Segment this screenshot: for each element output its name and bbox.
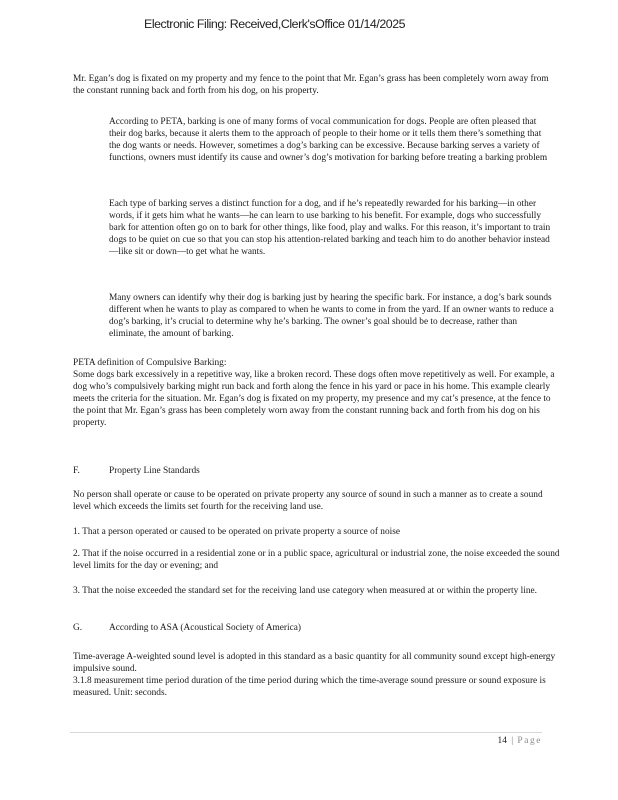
filing-stamp: Electronic Filing: Received,Clerk'sOffice 01/14/2025 bbox=[144, 17, 406, 31]
peta-definition-body: Some dogs bark excessively in a repetitive way, like a broken record. These dogs often move repetitively as well. For example, a dog who’s compulsively barking might run back and forth along the fence in his yard or pace in his home. This example clearly meets the criteria for the situation. Mr. Egan’s dog is fixated on my property, my presence and my cat’s presence, at the fence to the point that Mr. Egan’s grass has been completely worn away from the constant running back and forth from his dog on his property. bbox=[73, 370, 555, 429]
section-g-body: Time-average A-weighted sound level is adopted in this standard as a basic quantity for all community sound except high-energy impulsive sound. bbox=[73, 652, 556, 675]
section-f-item-2: 2. That if the noise occurred in a residential zone or in a public space, agricultural or industrial zone, the noise exceeded the sound level limits for the day or evening; and bbox=[73, 549, 560, 572]
section-f-item-1: 1. That a person operated or caused to be operated on private property a source of noise bbox=[73, 527, 400, 537]
section-f-letter: F. bbox=[73, 466, 80, 476]
section-f-item-3: 3. That the noise exceeded the standard set for the receiving land use category when measured at or within the property line. bbox=[73, 586, 537, 596]
section-g-title: According to ASA (Acoustical Society of America) bbox=[109, 623, 302, 633]
quote-paragraph-1: According to PETA, barking is one of many forms of vocal communication for dogs. People are often pleased that their dog barks, because it alerts them to the approach of people to their home or it tells them there’s something that the dog wants or needs. However, sometimes a dog’s barking can be excessive. Because barking serves a variety of functions, owners must identify its cause and owner’s dog’s motivation for barking before treating a barking problem bbox=[109, 117, 548, 164]
section-g-letter: G. bbox=[73, 623, 83, 633]
section-g-heading bbox=[73, 622, 301, 634]
intro-paragraph: Mr. Egan’s dog is fixated on my property and my fence to the point that Mr. Egan’s grass has been completely worn away from the constant running back and forth from his dog, on his property. bbox=[73, 74, 549, 97]
footer-divider bbox=[70, 732, 542, 733]
footer-separator: | bbox=[511, 736, 514, 746]
section-f-rule: No person shall operate or cause to be operated on private property any source of sound in such a manner as to create a sound level which exceeds the limits set fourth for the receiving land use. bbox=[73, 490, 543, 513]
page-footer bbox=[498, 736, 542, 746]
quote-paragraph-2: Each type of barking serves a distinct function for a dog, and if he’s repeatedly rewarded for his barking—in other words, if it gets him what he wants—he can learn to use barking to his benefit. For example, dogs who successfully bark for attention often go on to bark for other things, like food, play and walks. For this reason, it’s important to train dogs to be quiet on cue so that you can stop his attention-related barking and teach him to do another behavior instead—like sit or down—to get what he wants. bbox=[109, 199, 551, 258]
section-f-title: Property Line Standards bbox=[109, 466, 200, 476]
page-number: 14 bbox=[497, 736, 507, 746]
section-g-definition: 3.1.8 measurement time period duration of the time period during which the time-average sound pressure or sound exposure is measured. Unit: seconds. bbox=[73, 676, 546, 699]
quote-paragraph-3: Many owners can identify why their dog is barking just by hearing the specific bark. For instance, a dog’s bark sounds different when he wants to play as compared to when he wants to come in from the yard. If an owner wants to reduce a dog’s barking, it’s crucial to determine why he’s barking. The owner’s goal should be to decrease, rather than eliminate, the amount of barking. bbox=[109, 293, 554, 340]
section-f-heading bbox=[73, 465, 200, 477]
peta-definition-heading: PETA definition of Compulsive Barking: bbox=[73, 358, 227, 368]
page-word: Page bbox=[517, 736, 542, 746]
